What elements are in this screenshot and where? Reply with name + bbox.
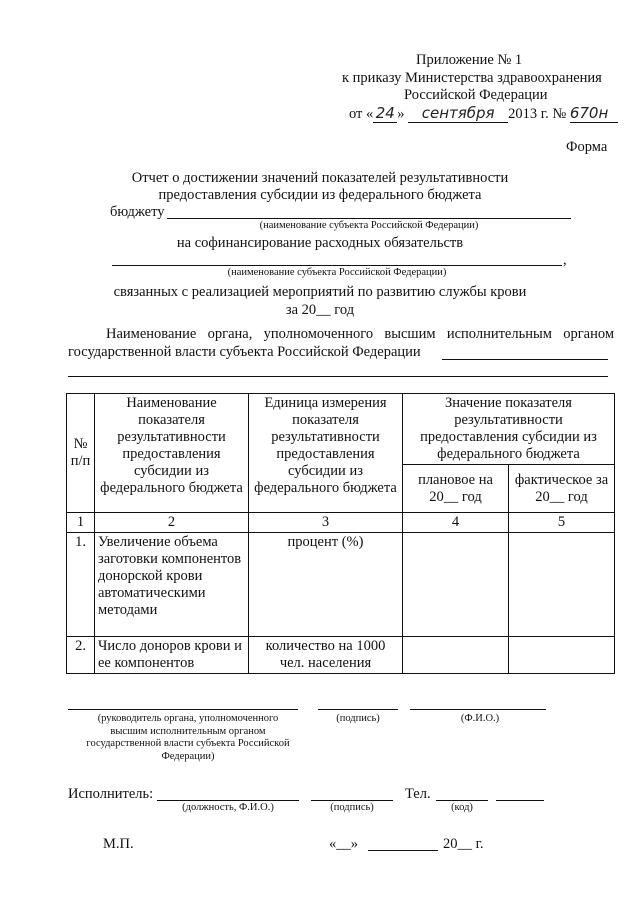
head-hint: (руководитель органа, уполномоченного высшим исполнительным органом государственной власти субъекта Российской Федерации)	[86, 713, 290, 762]
subject-hint-1: (наименование субъекта Российской Федерации)	[259, 220, 479, 231]
col-number: 4	[403, 513, 509, 533]
col-number: 2	[95, 513, 249, 533]
sign-date-year: 20__ г.	[443, 836, 484, 852]
head-line	[68, 709, 298, 710]
budget-line	[167, 218, 571, 219]
form-label: Форма	[566, 139, 608, 155]
row-indicator-name: Число доноров крови и ее компонентов	[95, 637, 249, 674]
row-actual	[509, 637, 615, 674]
row-number: 2.	[67, 637, 95, 674]
subject-hint-2: (наименование субъекта Российской Федерации)	[227, 267, 447, 278]
row-planned	[403, 637, 509, 674]
col-number: 3	[249, 513, 403, 533]
tel-label: Тел.	[405, 786, 431, 802]
table-row	[67, 637, 615, 674]
header-planned: плановое на 20__ год	[403, 465, 509, 513]
header-value: Значение показателя результативности предоставления субсидии из федерального бюджета	[403, 394, 615, 465]
order-reference: к приказу Министерства здравоохранения	[342, 70, 602, 86]
code-hint: (код)	[451, 802, 473, 813]
executor-signature-line	[311, 800, 393, 801]
order-number: 670н	[570, 104, 618, 123]
organ-fill-line-1	[442, 359, 608, 360]
table-row	[67, 533, 615, 637]
row-unit: количество на 1000 чел. населения	[249, 637, 403, 674]
cofinancing-line: на софинансирование расходных обязательств	[176, 235, 464, 251]
row-number: 1.	[67, 533, 95, 637]
federation-label: Российской Федерации	[404, 87, 548, 103]
header-unit: Единица измерения показателя результативности предоставления субсидии из федерального бюджета	[249, 394, 403, 513]
date-day: 24	[373, 104, 397, 123]
col-number: 5	[509, 513, 615, 533]
executor-label: Исполнитель:	[68, 786, 154, 802]
head-signature-line	[318, 709, 398, 710]
date-mid: »	[397, 106, 405, 122]
organ-line1: Наименование органа, уполномоченного высшим исполнительным органом	[106, 326, 614, 342]
head-fio-hint: (Ф.И.О.)	[460, 713, 500, 724]
subject-line-2	[112, 265, 562, 266]
date-month: сентября	[408, 104, 508, 123]
sign-date-month-line	[368, 850, 438, 851]
tel-number-line	[496, 800, 544, 801]
header-indicator-name: Наименование показателя результативности предоставления субсидии из федерального бюджета	[95, 394, 249, 513]
row-indicator-name: Увеличение объема заготовки компонентов донорской крови автоматическими методами	[95, 533, 249, 637]
col-number: 1	[67, 513, 95, 533]
sign-date-day: «__»	[329, 836, 358, 852]
report-title-line2: предоставления субсидии из федерального бюджета	[158, 187, 482, 203]
date-year: 2013 г. №	[508, 106, 567, 122]
row-actual	[509, 533, 615, 637]
executor-position-line	[157, 800, 299, 801]
order-date-line	[349, 104, 618, 123]
header-num: № п/п	[67, 394, 95, 513]
head-signature-hint: (подпись)	[336, 713, 380, 724]
year-line: за 20__ год	[285, 302, 355, 318]
tel-code-line	[436, 800, 488, 801]
position-hint: (должность, Ф.И.О.)	[182, 802, 274, 813]
head-fio-line	[410, 709, 546, 710]
budget-label: бюджету	[110, 204, 165, 220]
date-prefix: от «	[349, 106, 374, 122]
stamp-place: М.П.	[103, 836, 134, 852]
organ-fill-line-2	[68, 376, 608, 377]
report-title-line1: Отчет о достижении значений показателей результативности	[131, 170, 509, 186]
header-actual: фактическое за 20__ год	[509, 465, 615, 513]
appendix-title: Приложение № 1	[416, 52, 523, 68]
row-unit: процент (%)	[249, 533, 403, 637]
comma: ,	[563, 252, 567, 268]
executor-signature-hint: (подпись)	[330, 802, 374, 813]
row-planned	[403, 533, 509, 637]
organ-line2: государственной власти субъекта Российской Федерации	[68, 344, 421, 360]
indicators-table	[66, 393, 615, 674]
activities-line: связанных с реализацией мероприятий по развитию службы крови	[113, 284, 527, 300]
